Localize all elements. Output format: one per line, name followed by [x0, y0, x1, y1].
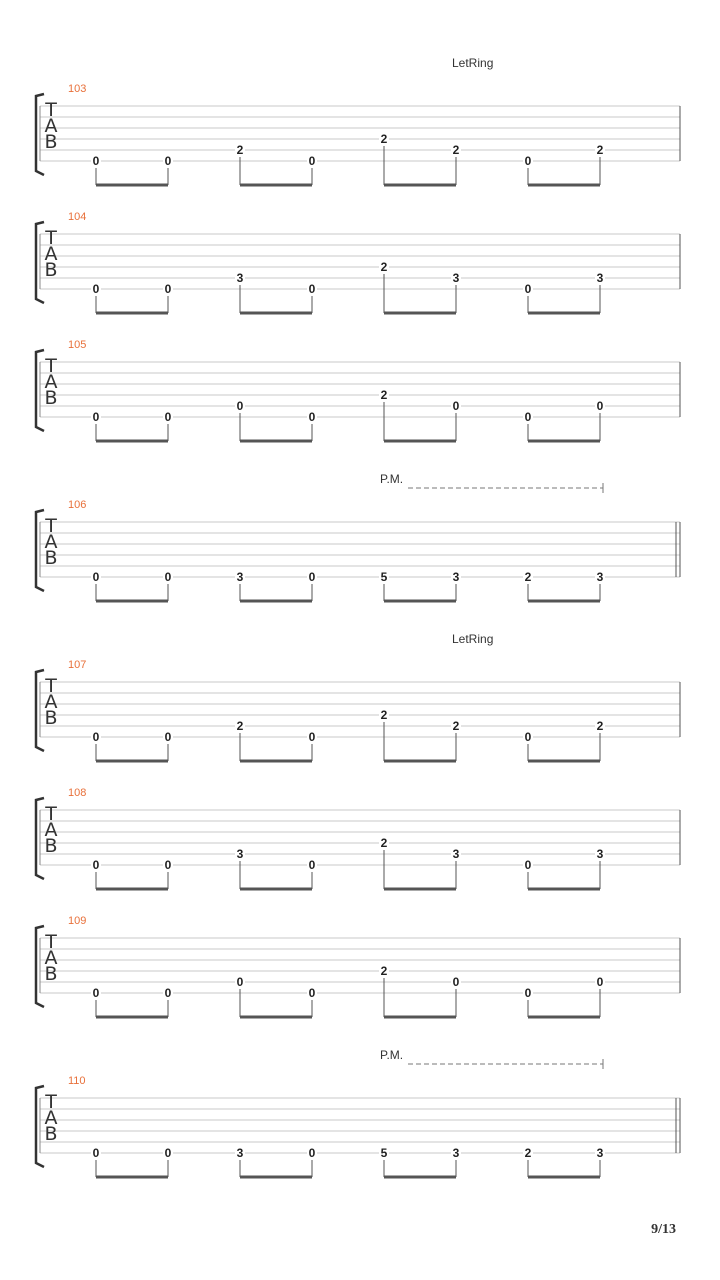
fret-number: 0 [308, 282, 316, 296]
tab-clef-letter: B [44, 707, 58, 729]
fret-number: 0 [236, 399, 244, 413]
let-ring-label: LetRing [452, 56, 494, 70]
fret-number: 0 [164, 1146, 172, 1160]
fret-number: 0 [452, 399, 460, 413]
tab-clef-letter: B [44, 387, 58, 409]
fret-number: 3 [236, 570, 244, 584]
tab-clef-letter: B [44, 131, 58, 153]
fret-number: 0 [92, 282, 100, 296]
fret-number: 0 [308, 730, 316, 744]
palm-mute-label: P.M. [380, 472, 404, 486]
fret-number: 5 [380, 570, 388, 584]
tab-clef-letter: B [44, 1123, 58, 1145]
fret-number: 3 [236, 1146, 244, 1160]
tab-clef-letter: B [44, 259, 58, 281]
fret-number: 0 [92, 1146, 100, 1160]
fret-number: 0 [92, 986, 100, 1000]
fret-number: 0 [524, 410, 532, 424]
fret-number: 0 [164, 282, 172, 296]
fret-number: 3 [452, 271, 460, 285]
fret-number: 0 [524, 986, 532, 1000]
fret-number: 0 [92, 730, 100, 744]
fret-number: 3 [452, 1146, 460, 1160]
fret-number: 0 [308, 154, 316, 168]
fret-number: 0 [92, 570, 100, 584]
fret-number: 0 [164, 730, 172, 744]
fret-number: 2 [380, 260, 388, 274]
fret-number: 0 [524, 282, 532, 296]
tab-clef-letter: T [45, 803, 57, 825]
tab-clef-letter: A [44, 691, 58, 713]
fret-number: 2 [524, 570, 532, 584]
tab-clef-letter: A [44, 947, 58, 969]
fret-number: 0 [236, 975, 244, 989]
fret-number: 3 [596, 1146, 604, 1160]
tab-clef-letter: B [44, 963, 58, 985]
tab-clef-letter: T [45, 99, 57, 121]
fret-number: 0 [308, 410, 316, 424]
fret-number: 0 [524, 858, 532, 872]
tab-clef-letter: A [44, 371, 58, 393]
fret-number: 3 [596, 847, 604, 861]
bar-number: 103 [68, 83, 87, 95]
fret-number: 2 [452, 719, 460, 733]
fret-number: 0 [92, 154, 100, 168]
let-ring-label: LetRing [452, 632, 494, 646]
fret-number: 2 [236, 719, 244, 733]
fret-number: 3 [236, 847, 244, 861]
tab-clef-letter: B [44, 835, 58, 857]
fret-number: 0 [596, 975, 604, 989]
tab-clef-letter: T [45, 227, 57, 249]
fret-number: 0 [164, 858, 172, 872]
fret-number: 2 [524, 1146, 532, 1160]
fret-number: 0 [92, 858, 100, 872]
fret-number: 3 [452, 847, 460, 861]
tab-clef-letter: A [44, 1107, 58, 1129]
fret-number: 0 [308, 1146, 316, 1160]
fret-number: 2 [452, 143, 460, 157]
bar-number: 109 [68, 915, 87, 927]
fret-number: 0 [164, 410, 172, 424]
bar-number: 107 [68, 659, 87, 671]
page-number: 9/13 [651, 1222, 676, 1237]
fret-number: 0 [596, 399, 604, 413]
fret-number: 3 [596, 271, 604, 285]
fret-number: 0 [164, 570, 172, 584]
bar-number: 104 [68, 211, 87, 223]
tab-clef-letter: A [44, 115, 58, 137]
bar-number: 108 [68, 787, 87, 799]
fret-number: 5 [380, 1146, 388, 1160]
bar-number: 105 [68, 339, 87, 351]
fret-number: 2 [380, 964, 388, 978]
tab-clef-letter: T [45, 515, 57, 537]
fret-number: 0 [452, 975, 460, 989]
fret-number: 3 [596, 570, 604, 584]
palm-mute-label: P.M. [380, 1048, 404, 1062]
tab-clef-letter: B [44, 547, 58, 569]
fret-number: 0 [164, 986, 172, 1000]
fret-number: 0 [308, 986, 316, 1000]
bar-number: 106 [68, 499, 87, 511]
fret-number: 2 [380, 132, 388, 146]
tab-clef-letter: T [45, 1091, 57, 1113]
fret-number: 2 [380, 388, 388, 402]
fret-number: 2 [596, 719, 604, 733]
fret-number: 3 [236, 271, 244, 285]
fret-number: 2 [596, 143, 604, 157]
fret-number: 2 [380, 836, 388, 850]
fret-number: 0 [524, 730, 532, 744]
fret-number: 0 [524, 154, 532, 168]
bar-number: 110 [68, 1075, 86, 1087]
fret-number: 0 [92, 410, 100, 424]
tab-clef-letter: T [45, 355, 57, 377]
tab-clef-letter: A [44, 531, 58, 553]
fret-number: 0 [308, 858, 316, 872]
fret-number: 0 [164, 154, 172, 168]
tab-clef-letter: A [44, 243, 58, 265]
fret-number: 0 [308, 570, 316, 584]
fret-number: 3 [452, 570, 460, 584]
fret-number: 2 [236, 143, 244, 157]
fret-number: 2 [380, 708, 388, 722]
tab-clef-letter: T [45, 931, 57, 953]
tab-clef-letter: A [44, 819, 58, 841]
tab-clef-letter: T [45, 675, 57, 697]
